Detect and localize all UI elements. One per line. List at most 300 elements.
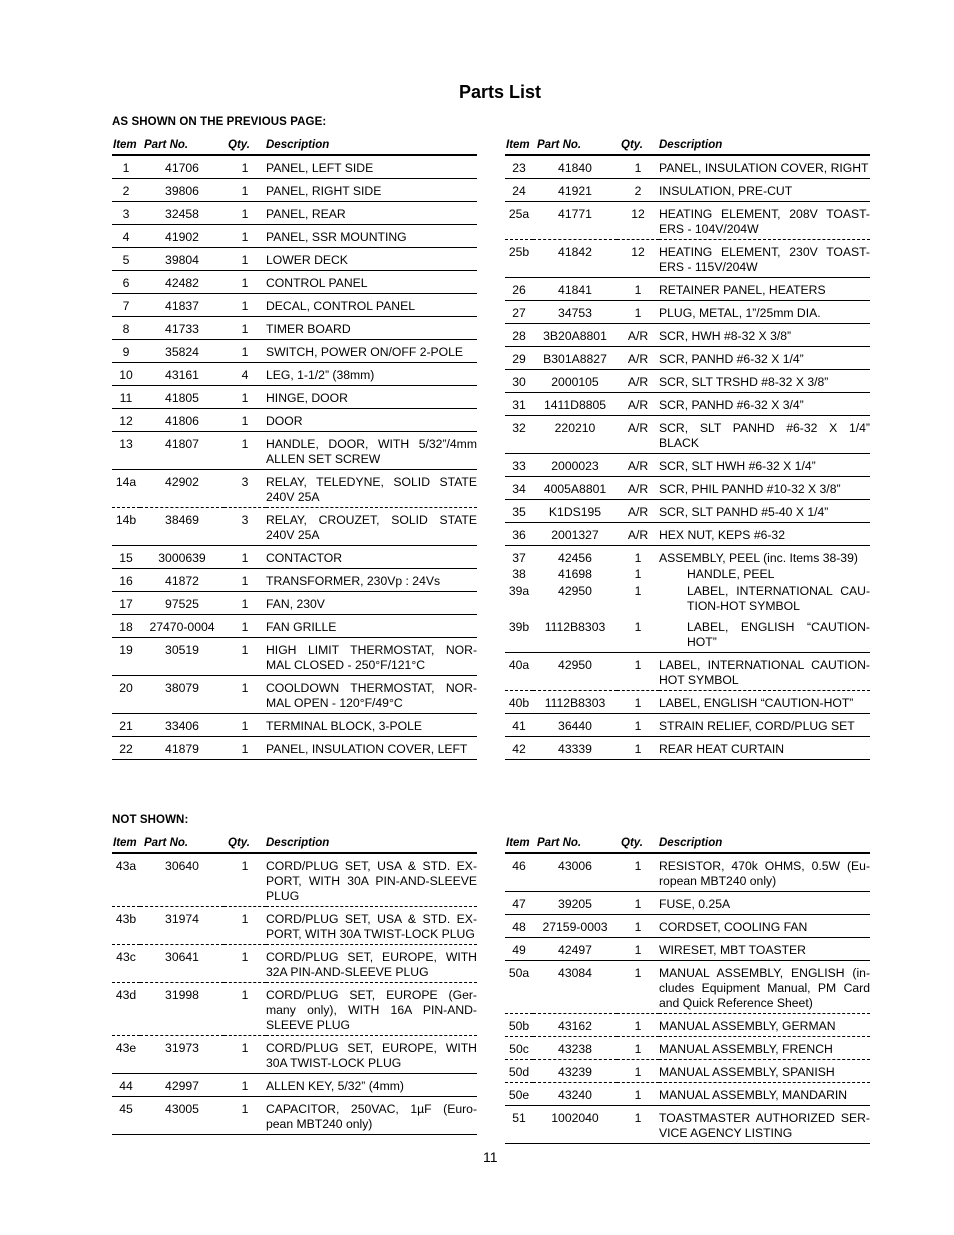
part-number: 33406 xyxy=(140,714,224,737)
description: SCR, PANHD #6-32 X 1/4” xyxy=(659,347,870,370)
part-number: 2001327 xyxy=(533,523,617,546)
item-number: 7 xyxy=(112,294,140,317)
quantity: 1 xyxy=(224,983,266,1036)
item-number: 1 xyxy=(112,155,140,179)
quantity: 1 xyxy=(617,853,659,892)
table-row xyxy=(505,202,870,240)
table-row xyxy=(505,566,870,583)
quantity: 1 xyxy=(224,271,266,294)
header-qty: Qty. xyxy=(224,836,266,853)
table-row xyxy=(112,737,477,760)
description: CONTROL PANEL xyxy=(266,271,477,294)
part-number: 41771 xyxy=(533,202,617,240)
table-row xyxy=(505,938,870,961)
item-number: 50b xyxy=(505,1014,533,1037)
item-number: 42 xyxy=(505,737,533,760)
table-row xyxy=(112,340,477,363)
description: CORD/PLUG SET, USA & STD. EX-PORT, WITH 30A PIN-AND-SLEEVE PLUG xyxy=(266,853,477,907)
page-number: 11 xyxy=(483,1149,498,1165)
quantity: 1 xyxy=(617,278,659,301)
quantity: 1 xyxy=(224,569,266,592)
part-number: 2000023 xyxy=(533,454,617,477)
part-number: 43240 xyxy=(533,1083,617,1106)
table-row xyxy=(505,278,870,301)
header-description: Description xyxy=(266,138,477,155)
part-number: 43005 xyxy=(140,1097,224,1135)
table-row xyxy=(505,653,870,691)
quantity: 1 xyxy=(617,938,659,961)
item-number: 13 xyxy=(112,432,140,470)
description: HIGH LIMIT THERMOSTAT, NOR-MAL CLOSED - 250°F/121°C xyxy=(266,638,477,676)
item-number: 25b xyxy=(505,240,533,278)
quantity: 1 xyxy=(224,155,266,179)
table-row xyxy=(505,523,870,546)
part-number: 39806 xyxy=(140,179,224,202)
quantity: 1 xyxy=(224,409,266,432)
item-number: 31 xyxy=(505,393,533,416)
part-number: 41879 xyxy=(140,737,224,760)
quantity: 1 xyxy=(224,1097,266,1135)
part-number: 41902 xyxy=(140,225,224,248)
item-number: 9 xyxy=(112,340,140,363)
description: COOLDOWN THERMOSTAT, NOR-MAL OPEN - 120°F/49°C xyxy=(266,676,477,714)
item-number: 45 xyxy=(112,1097,140,1135)
description: DOOR xyxy=(266,409,477,432)
description: TIMER BOARD xyxy=(266,317,477,340)
description: INSULATION, PRE-CUT xyxy=(659,179,870,202)
quantity: 1 xyxy=(224,714,266,737)
quantity: 12 xyxy=(617,240,659,278)
quantity: 2 xyxy=(617,179,659,202)
item-number: 14b xyxy=(112,508,140,546)
quantity: 1 xyxy=(224,615,266,638)
item-number: 22 xyxy=(112,737,140,760)
table-row xyxy=(505,301,870,324)
description: FAN GRILLE xyxy=(266,615,477,638)
description: ALLEN KEY, 5/32” (4mm) xyxy=(266,1074,477,1097)
header-qty: Qty. xyxy=(617,836,659,853)
item-number: 15 xyxy=(112,546,140,569)
quantity: A/R xyxy=(617,416,659,454)
quantity: 1 xyxy=(224,1036,266,1074)
quantity: A/R xyxy=(617,347,659,370)
quantity: 1 xyxy=(224,432,266,470)
part-number: 36440 xyxy=(533,714,617,737)
description: RELAY, TELEDYNE, SOLID STATE 240V 25A xyxy=(266,470,477,508)
item-number: 11 xyxy=(112,386,140,409)
item-number: 51 xyxy=(505,1106,533,1144)
table-row xyxy=(505,853,870,892)
table-row xyxy=(505,1060,870,1083)
table-header-row xyxy=(112,138,477,155)
quantity: 1 xyxy=(617,892,659,915)
item-number: 46 xyxy=(505,853,533,892)
table-row xyxy=(112,615,477,638)
description: TOASTMASTER AUTHORIZED SER-VICE AGENCY LISTING xyxy=(659,1106,870,1144)
quantity: 1 xyxy=(224,1074,266,1097)
table-row xyxy=(505,155,870,179)
table-row xyxy=(112,271,477,294)
quantity: 1 xyxy=(224,945,266,983)
table-row xyxy=(112,155,477,179)
description: WIRESET, MBT TOASTER xyxy=(659,938,870,961)
header-qty: Qty. xyxy=(617,138,659,155)
item-number: 28 xyxy=(505,324,533,347)
header-qty: Qty. xyxy=(224,138,266,155)
part-number: 41837 xyxy=(140,294,224,317)
quantity: 1 xyxy=(224,248,266,271)
quantity: A/R xyxy=(617,324,659,347)
table-row xyxy=(112,853,477,907)
table-row xyxy=(112,470,477,508)
quantity: 1 xyxy=(617,1083,659,1106)
description: SCR, SLT TRSHD #8-32 X 3/8” xyxy=(659,370,870,393)
table-row xyxy=(112,676,477,714)
description: LEG, 1-1/2” (38mm) xyxy=(266,363,477,386)
part-number: 42456 xyxy=(558,551,592,565)
part-number: 41841 xyxy=(533,278,617,301)
item-number: 39a xyxy=(508,584,530,598)
table-row xyxy=(112,432,477,470)
item-number: 2 xyxy=(112,179,140,202)
item-number: 47 xyxy=(505,892,533,915)
description: TERMINAL BLOCK, 3-POLE xyxy=(266,714,477,737)
item-number: 44 xyxy=(112,1074,140,1097)
quantity: 1 xyxy=(617,737,659,760)
table-row xyxy=(112,508,477,546)
description: RELAY, CROUZET, SOLID STATE 240V 25A xyxy=(266,508,477,546)
description: REAR HEAT CURTAIN xyxy=(659,737,870,760)
header-part-no: Part No. xyxy=(533,836,617,853)
part-number: 41872 xyxy=(140,569,224,592)
part-number: 42482 xyxy=(140,271,224,294)
description: PANEL, REAR xyxy=(266,202,477,225)
item-number: 43d xyxy=(112,983,140,1036)
table-row xyxy=(505,1014,870,1037)
table-row xyxy=(505,1106,870,1144)
item-number: 37 xyxy=(512,551,526,565)
quantity: 1 xyxy=(224,386,266,409)
quantity: A/R xyxy=(617,500,659,523)
header-item: Item xyxy=(112,138,140,155)
part-number: 43084 xyxy=(533,961,617,1014)
part-number: 27159-0003 xyxy=(533,915,617,938)
part-number: 30641 xyxy=(140,945,224,983)
table-row xyxy=(112,714,477,737)
item-number: 25a xyxy=(505,202,533,240)
part-number: 41921 xyxy=(533,179,617,202)
part-number: 35824 xyxy=(140,340,224,363)
table-header-row xyxy=(112,836,477,853)
table-row xyxy=(112,317,477,340)
item-number: 35 xyxy=(505,500,533,523)
description: CORD/PLUG SET, USA & STD. EX-PORT, WITH 30A TWIST-LOCK PLUG xyxy=(266,907,477,945)
table-row xyxy=(112,638,477,676)
item-number: 27 xyxy=(505,301,533,324)
quantity: A/R xyxy=(617,393,659,416)
item-number: 23 xyxy=(505,155,533,179)
item-number: 18 xyxy=(112,615,140,638)
header-description: Description xyxy=(659,138,870,155)
quantity: 1 xyxy=(224,592,266,615)
quantity: 1 xyxy=(617,691,659,714)
item-number: 26 xyxy=(505,278,533,301)
item-number: 32 xyxy=(505,416,533,454)
item-number: 5 xyxy=(112,248,140,271)
item-number: 43e xyxy=(112,1036,140,1074)
part-number: 31998 xyxy=(140,983,224,1036)
quantity: 1 xyxy=(617,301,659,324)
header-description: Description xyxy=(266,836,477,853)
quantity: 4 xyxy=(224,363,266,386)
part-number: 34753 xyxy=(533,301,617,324)
quantity: A/R xyxy=(617,454,659,477)
part-number: 42950 xyxy=(533,653,617,691)
table-row xyxy=(505,240,870,278)
header-part-no: Part No. xyxy=(533,138,617,155)
part-number: 41805 xyxy=(140,386,224,409)
part-number: 41842 xyxy=(533,240,617,278)
item-number: 34 xyxy=(505,477,533,500)
description: LABEL, INTERNATIONAL CAU-TION-HOT SYMBOL xyxy=(687,584,870,613)
table-row xyxy=(505,615,870,653)
table-row xyxy=(112,1097,477,1135)
header-item: Item xyxy=(112,836,140,853)
header-part-no: Part No. xyxy=(140,836,224,853)
header-item: Item xyxy=(505,836,533,853)
item-number: 6 xyxy=(112,271,140,294)
item-number: 21 xyxy=(112,714,140,737)
item-number: 17 xyxy=(112,592,140,615)
table-row xyxy=(505,179,870,202)
part-number: 43006 xyxy=(533,853,617,892)
table-row xyxy=(112,1036,477,1074)
item-number: 50a xyxy=(505,961,533,1014)
item-number: 43a xyxy=(112,853,140,907)
description: PANEL, SSR MOUNTING xyxy=(266,225,477,248)
part-number: 43238 xyxy=(533,1037,617,1060)
item-number: 3 xyxy=(112,202,140,225)
description: PANEL, INSULATION COVER, LEFT xyxy=(266,737,477,760)
part-number: 3000639 xyxy=(140,546,224,569)
part-number: 31974 xyxy=(140,907,224,945)
description: CORDSET, COOLING FAN xyxy=(659,915,870,938)
description: LABEL, ENGLISH “CAUTION-HOT” xyxy=(659,615,870,653)
item-number: 50c xyxy=(505,1037,533,1060)
quantity: 1 xyxy=(224,294,266,317)
part-number: 43161 xyxy=(140,363,224,386)
table-row xyxy=(112,945,477,983)
part-number: K1DS195 xyxy=(533,500,617,523)
description: SWITCH, POWER ON/OFF 2-POLE xyxy=(266,340,477,363)
table-row xyxy=(112,907,477,945)
part-number: 2000105 xyxy=(533,370,617,393)
quantity: 12 xyxy=(617,202,659,240)
description: PANEL, LEFT SIDE xyxy=(266,155,477,179)
table-row xyxy=(505,915,870,938)
description: LOWER DECK xyxy=(266,248,477,271)
item-number: 50e xyxy=(505,1083,533,1106)
description: PLUG, METAL, 1”/25mm DIA. xyxy=(659,301,870,324)
description: MANUAL ASSEMBLY, ENGLISH (in-cludes Equipment Manual, PM Card and Quick Reference Sheet) xyxy=(659,961,870,1014)
quantity: A/R xyxy=(617,477,659,500)
table-row xyxy=(505,1083,870,1106)
quantity: A/R xyxy=(617,370,659,393)
quantity: 3 xyxy=(224,508,266,546)
item-number: 4 xyxy=(112,225,140,248)
item-number: 30 xyxy=(505,370,533,393)
part-number: 43339 xyxy=(533,737,617,760)
item-number: 8 xyxy=(112,317,140,340)
parts-table-not-shown-right xyxy=(505,836,870,1144)
quantity: 1 xyxy=(634,567,642,581)
table-row xyxy=(505,583,870,615)
header-part-no: Part No. xyxy=(140,138,224,155)
description: ASSEMBLY, PEEL (inc. Items 38-39) xyxy=(659,551,858,565)
table-row xyxy=(505,416,870,454)
description: MANUAL ASSEMBLY, GERMAN xyxy=(659,1014,870,1037)
part-number: 43162 xyxy=(533,1014,617,1037)
quantity: 1 xyxy=(617,615,659,653)
quantity: 1 xyxy=(617,961,659,1014)
item-number: 43c xyxy=(112,945,140,983)
item-number: 39b xyxy=(505,615,533,653)
description: SCR, SLT PANHD #6-32 X 1/4” BLACK xyxy=(659,416,870,454)
part-number: 32458 xyxy=(140,202,224,225)
table-row xyxy=(505,393,870,416)
table-row xyxy=(112,386,477,409)
description: FUSE, 0.25A xyxy=(659,892,870,915)
part-number: 1002040 xyxy=(533,1106,617,1144)
description: SCR, PHIL PANHD #10-32 X 3/8” xyxy=(659,477,870,500)
item-number: 29 xyxy=(505,347,533,370)
page-title: Parts List xyxy=(458,82,542,102)
header-description: Description xyxy=(659,836,870,853)
description: HINGE, DOOR xyxy=(266,386,477,409)
part-number: 30519 xyxy=(140,638,224,676)
item-number: 10 xyxy=(112,363,140,386)
table-header-row xyxy=(505,138,870,155)
item-number: 43b xyxy=(112,907,140,945)
part-number: 1411D8805 xyxy=(533,393,617,416)
part-number: 97525 xyxy=(140,592,224,615)
quantity: 1 xyxy=(617,1060,659,1083)
description: STRAIN RELIEF, CORD/PLUG SET xyxy=(659,714,870,737)
table-row xyxy=(112,363,477,386)
table-row xyxy=(112,225,477,248)
part-number: 3B20A8801 xyxy=(533,324,617,347)
quantity: 1 xyxy=(224,225,266,248)
table-row xyxy=(112,202,477,225)
table-row xyxy=(505,477,870,500)
item-number: 50d xyxy=(505,1060,533,1083)
description: SCR, HWH #8-32 X 3/8” xyxy=(659,324,870,347)
item-number: 20 xyxy=(112,676,140,714)
quantity: 1 xyxy=(617,1037,659,1060)
part-number: 41840 xyxy=(533,155,617,179)
part-number: 41806 xyxy=(140,409,224,432)
description: PANEL, RIGHT SIDE xyxy=(266,179,477,202)
part-number: 41733 xyxy=(140,317,224,340)
description: CORD/PLUG SET, EUROPE (Ger-many only), WITH 16A PIN-AND-SLEEVE PLUG xyxy=(266,983,477,1036)
description: HEX NUT, KEPS #6-32 xyxy=(659,523,870,546)
description: SCR, PANHD #6-32 X 3/4” xyxy=(659,393,870,416)
part-number: 38469 xyxy=(140,508,224,546)
quantity: 1 xyxy=(224,179,266,202)
table-row xyxy=(505,892,870,915)
quantity: 1 xyxy=(617,714,659,737)
table-row xyxy=(112,179,477,202)
table-row xyxy=(505,324,870,347)
part-number: 1112B8303 xyxy=(533,691,617,714)
item-number: 12 xyxy=(112,409,140,432)
quantity: A/R xyxy=(617,523,659,546)
quantity: 3 xyxy=(224,470,266,508)
table-row xyxy=(112,1074,477,1097)
description: RESISTOR, 470k OHMS, 0.5W (Eu-ropean MBT240 only) xyxy=(659,853,870,892)
table-row xyxy=(112,248,477,271)
description: MANUAL ASSEMBLY, MANDARIN xyxy=(659,1083,870,1106)
table-row xyxy=(112,409,477,432)
description: HEATING ELEMENT, 230V TOAST-ERS - 115V/204W xyxy=(659,240,870,278)
description: FAN, 230V xyxy=(266,592,477,615)
section-title-not-shown: NOT SHOWN: xyxy=(112,814,189,826)
part-number: 42497 xyxy=(533,938,617,961)
quantity: 1 xyxy=(617,155,659,179)
table-row xyxy=(505,347,870,370)
quantity: 1 xyxy=(224,317,266,340)
table-header-row xyxy=(505,836,870,853)
parts-table-not-shown-left xyxy=(112,836,477,1135)
description: SCR, SLT PANHD #5-40 X 1/4” xyxy=(659,500,870,523)
quantity: 1 xyxy=(224,853,266,907)
parts-table-shown-left xyxy=(112,138,477,760)
section-title-shown: AS SHOWN ON THE PREVIOUS PAGE: xyxy=(112,116,327,128)
part-number: 220210 xyxy=(533,416,617,454)
table-row xyxy=(505,737,870,760)
quantity: 1 xyxy=(634,551,642,565)
part-number: 39804 xyxy=(140,248,224,271)
table-row xyxy=(112,294,477,317)
quantity: 1 xyxy=(224,676,266,714)
part-number: 43239 xyxy=(533,1060,617,1083)
table-row xyxy=(505,691,870,714)
part-number: 42950 xyxy=(558,584,592,598)
part-number: 41706 xyxy=(140,155,224,179)
item-number: 41 xyxy=(505,714,533,737)
table-row xyxy=(505,1037,870,1060)
description: CORD/PLUG SET, EUROPE, WITH 32A PIN-AND-SLEEVE PLUG xyxy=(266,945,477,983)
quantity: 1 xyxy=(224,737,266,760)
table-row xyxy=(112,592,477,615)
item-number: 24 xyxy=(505,179,533,202)
description: RETAINER PANEL, HEATERS xyxy=(659,278,870,301)
item-number: 36 xyxy=(505,523,533,546)
header-item: Item xyxy=(505,138,533,155)
quantity: 1 xyxy=(617,915,659,938)
quantity: 1 xyxy=(224,202,266,225)
parts-table-shown-right xyxy=(505,138,870,760)
table-row xyxy=(505,370,870,393)
description: DECAL, CONTROL PANEL xyxy=(266,294,477,317)
description: HEATING ELEMENT, 208V TOAST-ERS - 104V/204W xyxy=(659,202,870,240)
description: LABEL, ENGLISH “CAUTION-HOT” xyxy=(659,691,870,714)
table-row xyxy=(112,546,477,569)
description: PANEL, INSULATION COVER, RIGHT xyxy=(659,155,870,179)
quantity: 1 xyxy=(617,1014,659,1037)
table-row xyxy=(112,569,477,592)
table-row xyxy=(505,546,870,567)
